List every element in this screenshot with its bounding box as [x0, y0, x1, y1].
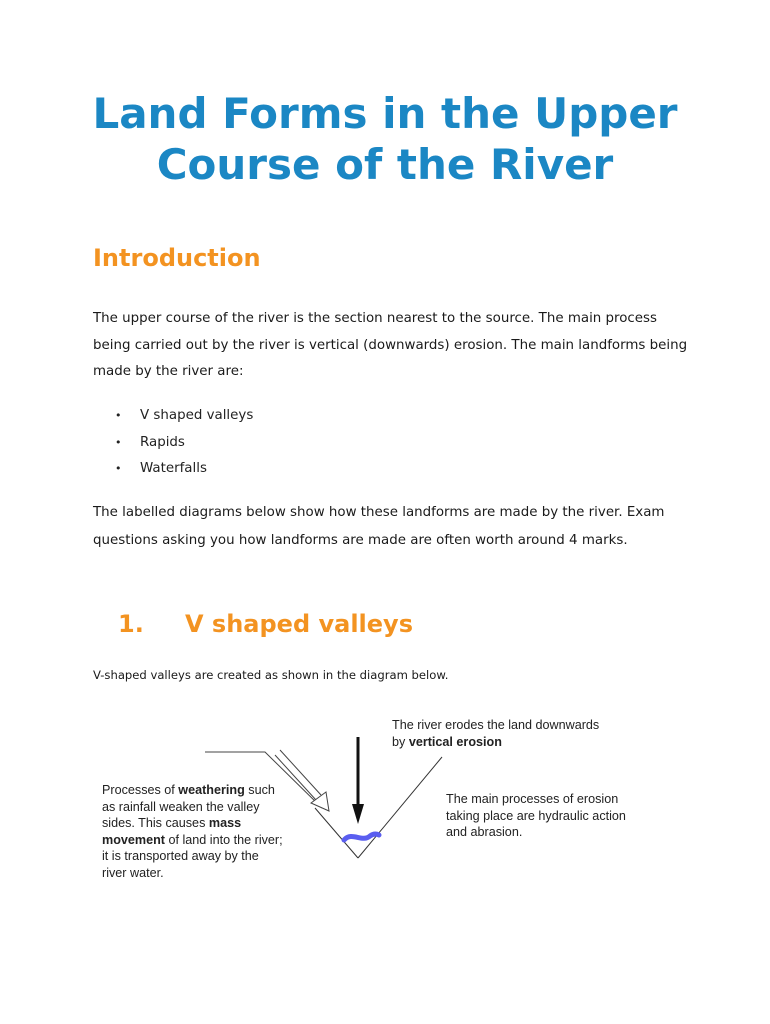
label-text: by: [392, 734, 409, 749]
list-item: [115, 456, 253, 483]
valley-right-side: [358, 757, 442, 858]
label-text: such as rainfall weaken the valley sides. This causes: [102, 783, 275, 830]
v-valley-diagram: [0, 700, 770, 900]
label-top-line: The river erodes the land downwards: [392, 718, 600, 732]
page-title-line1: Land Forms in the Upper: [92, 89, 678, 138]
label-bold-text: vertical erosion: [408, 734, 502, 749]
section-intro: V-shaped valleys are created as shown in the diagram below.: [93, 668, 449, 682]
list-item-label: V shaped valleys: [140, 408, 254, 423]
diagrams-paragraph: The labelled diagrams below show how these landforms are made by the river. Exam questions asking you how landforms are made are often worth around 4 marks.: [93, 505, 665, 548]
label-bold-text: mass movement: [102, 816, 242, 847]
bullet-icon: •: [115, 409, 122, 422]
label-text: of land into the river; it is transported away by the river water.: [102, 832, 283, 880]
list-item: [115, 403, 253, 430]
landform-list: [115, 403, 253, 483]
label-vertical-erosion: [392, 717, 652, 750]
introduction-paragraph: The upper course of the river is the section nearest to the source. The main process being carried out by the river is vertical (downwards) erosion. The main landforms being made by the river are:: [93, 311, 688, 379]
bullet-icon: •: [115, 462, 122, 475]
valley-left-side: [315, 808, 358, 858]
label-text: Processes of: [102, 783, 179, 797]
label-top-line: [392, 734, 652, 751]
label-erosion-processes: The main processes of erosion taking place are hydraulic action and abrasion.: [446, 792, 626, 839]
label-bold-text: weathering: [178, 783, 245, 797]
bullet-icon: •: [115, 435, 122, 449]
page-title: [0, 88, 770, 190]
page-title-line2: Course of the River: [156, 140, 614, 189]
section-number: 1.: [118, 610, 144, 638]
label-weathering: [102, 782, 284, 881]
down-arrow-icon: [352, 737, 364, 824]
introduction-heading: Introduction: [93, 244, 261, 272]
section-heading: V shaped valleys: [185, 610, 413, 638]
list-item-label: Rapids: [140, 434, 185, 450]
list-item-label: Waterfalls: [140, 461, 207, 476]
list-item: [115, 430, 253, 457]
